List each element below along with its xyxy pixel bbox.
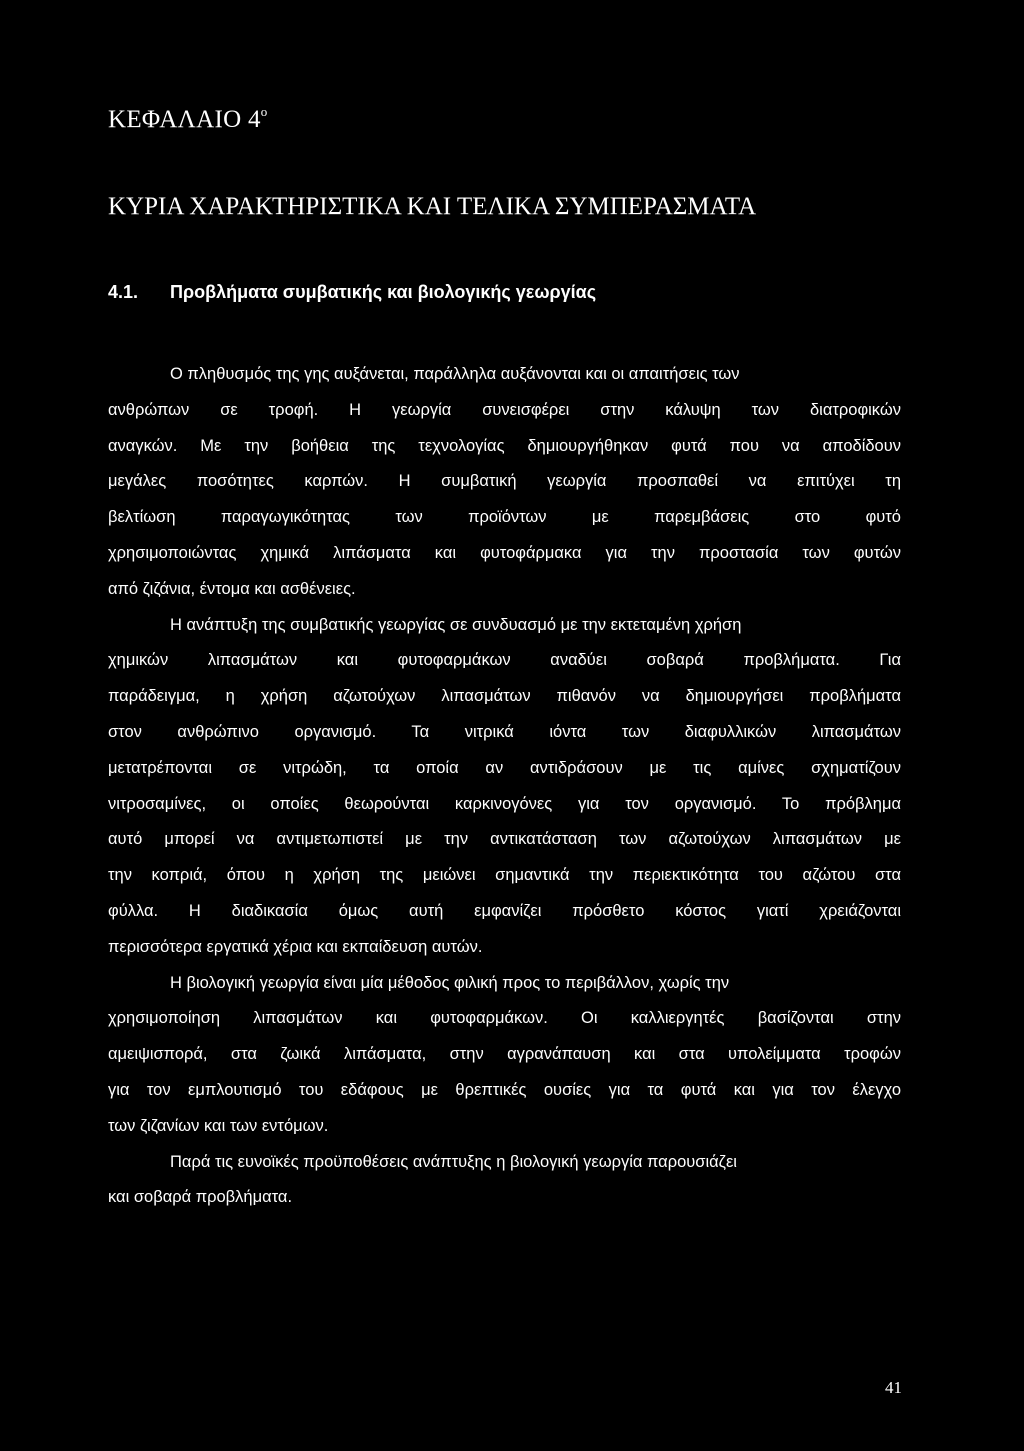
- section-title: Προβλήματα συμβατικής και βιολογικής γεωργίας: [170, 282, 597, 302]
- text-line: αμειψισπορά, στα ζωικά λιπάσματα, στην αγρανάπαυση και στα υπολείμματα τροφών: [108, 1045, 901, 1064]
- text-line: χημικών λιπασμάτων και φυτοφαρμάκων αναδύει σοβαρά προβλήματα. Για: [108, 651, 901, 670]
- section-heading: [108, 282, 596, 303]
- body-text: [108, 357, 901, 1216]
- text-line: νιτροσαμίνες, οι οποίες θεωρούνται καρκινογόνες για τον οργανισμό. Το πρόβλημα: [108, 794, 901, 813]
- text-line: την κοπριά, όπου η χρήση της μειώνει σημαντικά την περιεκτικότητα του αζώτου στα: [108, 866, 901, 885]
- chapter-title: ΚΥΡΙΑ ΧΑΡΑΚΤΗΡΙΣΤΙΚΑ ΚΑΙ ΤΕΛΙΚΑ ΣΥΜΠΕΡΑΣΜΑΤΑ: [108, 193, 757, 220]
- text-line: Παρά τις ευνοϊκές προϋποθέσεις ανάπτυξης η βιολογική γεωργία παρουσιάζει: [170, 1152, 737, 1171]
- chapter-heading: [108, 104, 268, 134]
- text-line: Η ανάπτυξη της συμβατικής γεωργίας σε συνδυασμό με την εκτεταμένη χρήση: [170, 615, 742, 634]
- section-number: 4.1.: [108, 282, 139, 302]
- text-line: χρησιμοποιώντας χημικά λιπάσματα και φυτοφάρμακα για την προστασία των φυτών: [108, 543, 901, 562]
- text-line: βελτίωση παραγωγικότητας των προϊόντων με παρεμβάσεις στο φυτό: [108, 508, 901, 527]
- text-line: για τον εμπλουτισμό του εδάφους με θρεπτικές ουσίες για τα φυτά και για τον έλεγχο: [108, 1080, 901, 1099]
- text-line: και σοβαρά προβλήματα.: [108, 1188, 293, 1207]
- text-line: Ο πληθυσμός της γης αυξάνεται, παράλληλα αυξάνονται και οι απαιτήσεις των: [170, 365, 740, 383]
- text-line: χρησιμοποίηση λιπασμάτων και φυτοφαρμάκων. Οι καλλιεργητές βασίζονται στην: [108, 1009, 901, 1028]
- text-line: Η βιολογική γεωργία είναι μία μέθοδος φιλική προς το περιβάλλον, χωρίς την: [170, 973, 730, 992]
- text-line: μετατρέπονται σε νιτρώδη, τα οποία αν αντιδράσουν με τις αμίνες σχηματίζουν: [108, 758, 901, 777]
- text-line: ανθρώπων σε τροφή. Η γεωργία συνεισφέρει στην κάλυψη των διατροφικών: [108, 400, 901, 419]
- text-line: στον ανθρώπινο οργανισμό. Τα νιτρικά ιόντα των διαφυλλικών λιπασμάτων: [108, 722, 901, 741]
- text-line: φύλλα. Η διαδικασία όμως αυτή εμφανίζει πρόσθετο κόστος γιατί χρειάζονται: [108, 901, 901, 920]
- text-line: από ζιζάνια, έντομα και ασθένειες.: [108, 579, 356, 598]
- text-line: αυτό μπορεί να αντιμετωπιστεί με την αντικατάσταση των αζωτούχων λιπασμάτων με: [108, 830, 901, 849]
- page-number: 41: [885, 1378, 902, 1397]
- text-line: παράδειγμα, η χρήση αζωτούχων λιπασμάτων πιθανόν να δημιουργήσει προβλήματα: [108, 687, 901, 706]
- chapter-superscript: ο: [260, 104, 268, 119]
- chapter-label: ΚΕΦΑΛΑΙΟ 4: [108, 106, 261, 133]
- text-line: των ζιζανίων και των εντόμων.: [108, 1116, 329, 1135]
- text-line: μεγάλες ποσότητες καρπών. Η συμβατική γεωργία προσπαθεί να επιτύχει τη: [108, 472, 901, 491]
- text-line: αναγκών. Με την βοήθεια της τεχνολογίας δημιουργήθηκαν φυτά που να αποδίδουν: [108, 436, 901, 455]
- text-line: περισσότερα εργατικά χέρια και εκπαίδευση αυτών.: [108, 937, 483, 956]
